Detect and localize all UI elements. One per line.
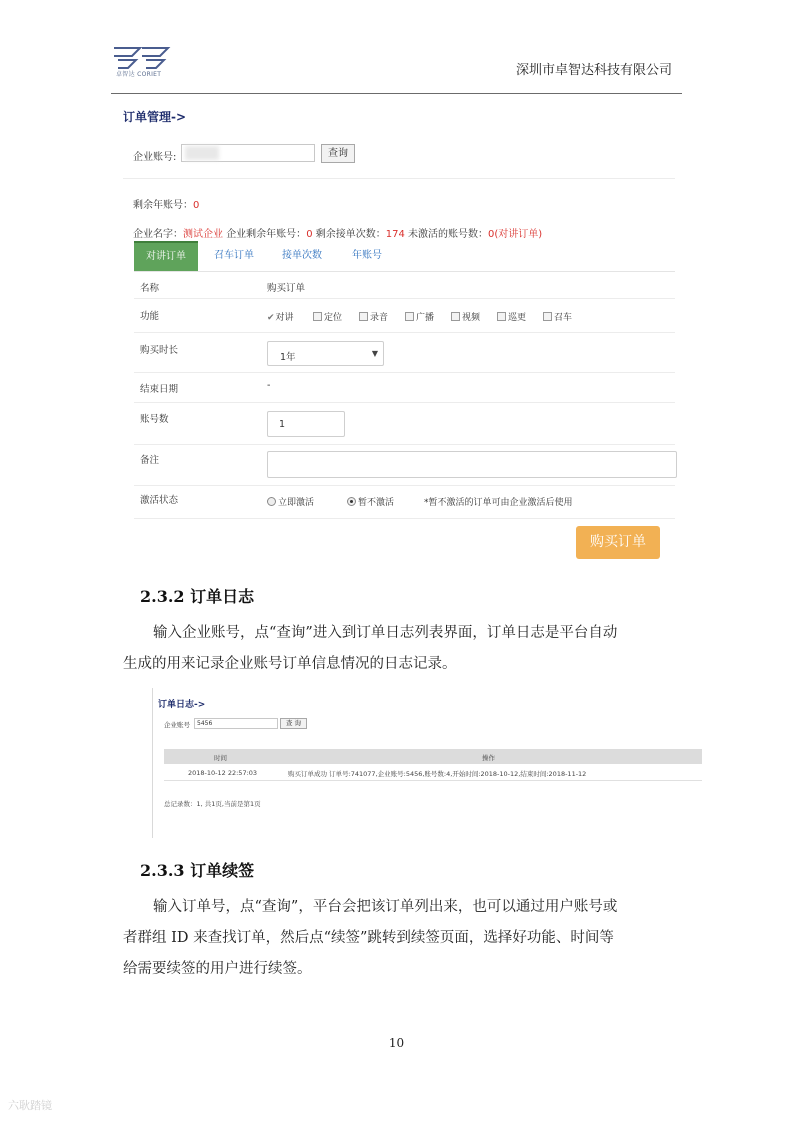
checkbox-patrol[interactable] [497, 310, 526, 323]
name-label: 名称 [140, 283, 160, 294]
radio-label: 暂不激活 [358, 498, 395, 508]
account-label: 企业账号 [164, 721, 190, 729]
company-name-value: 测试企业 [183, 229, 223, 240]
account-input[interactable] [194, 718, 278, 729]
column-header-action: 操作 [482, 754, 495, 762]
company-remain-label: 企业剩余年账号： [226, 229, 307, 240]
row-divider [134, 372, 675, 373]
buy-order-button[interactable]: 购买订单 [576, 526, 660, 559]
name-value: 购买订单 [267, 283, 306, 294]
account-value: 5456 [197, 720, 213, 727]
account-count-input[interactable] [267, 411, 345, 437]
checkbox-label: 巡更 [508, 313, 527, 323]
function-label: 功能 [140, 311, 160, 322]
company-name: 深圳市卓智达科技有限公司 [515, 63, 672, 78]
remark-label: 备注 [140, 455, 160, 466]
header-divider [111, 93, 682, 94]
checkbox-label: 广播 [416, 313, 435, 323]
checkbox-icon [543, 312, 552, 321]
duration-value: 1年 [280, 352, 296, 363]
orders-remain-value: 174 [385, 229, 405, 240]
order-log-screenshot [152, 688, 702, 838]
radio-label: 立即激活 [278, 498, 315, 508]
section-232-line-1: 输入企业账号，点“查询”进入到订单日志列表界面，订单日志是平台自动 [153, 625, 618, 641]
section-heading-232: 2.3.2 订单日志 [140, 587, 255, 606]
duration-label: 购买时长 [140, 345, 179, 356]
dropdown-arrow-icon: ▼ [371, 349, 378, 358]
order-tabs [134, 241, 675, 272]
account-count-value: 1 [279, 419, 286, 430]
orders-remain-label: 剩余接单次数： [315, 229, 386, 240]
activation-label: 激活状态 [140, 495, 179, 506]
radio-icon [267, 497, 276, 506]
remaining-value: 0 [193, 200, 200, 211]
row-divider [134, 518, 675, 519]
section-heading-233: 2.3.3 订单续签 [140, 861, 255, 880]
check-icon: ✔ [267, 313, 275, 323]
pagination-info: 总记录数：1, 共1页,当前是第1页 [164, 800, 261, 808]
checkbox-icon [359, 312, 368, 321]
divider [123, 178, 675, 179]
remaining-accounts [133, 196, 199, 211]
checkbox-label: 视频 [462, 313, 481, 323]
activation-note: *暂不激活的订单可由企业激活后使用 [424, 498, 573, 508]
row-divider [134, 485, 675, 486]
checkbox-label: 定位 [324, 313, 343, 323]
company-remain-value: 0 [306, 229, 313, 240]
query-button[interactable]: 查 询 [280, 718, 307, 729]
row-divider [134, 332, 675, 333]
row-divider [134, 402, 675, 403]
checkbox-icon [451, 312, 460, 321]
remaining-label: 剩余年账号： [133, 200, 193, 211]
checkbox-location[interactable] [313, 310, 342, 323]
order-log-title: 订单日志-> [158, 700, 206, 710]
checkbox-video[interactable] [451, 310, 480, 323]
checkbox-icon [497, 312, 506, 321]
checkbox-intercom[interactable] [267, 310, 294, 323]
inactive-label: 未激活的账号数： [408, 229, 489, 240]
logo-text: 卓智达 CORIET [116, 71, 162, 78]
company-info-line [133, 225, 542, 240]
radio-activate-now[interactable] [267, 495, 314, 508]
company-name-label: 企业名字： [133, 229, 183, 240]
checkbox-taxi[interactable] [543, 310, 572, 323]
blurred-account-value [185, 146, 219, 160]
radio-selected-icon [347, 497, 356, 506]
checkbox-label: 对讲 [275, 313, 294, 323]
section-233-line-2: 者群组 ID 来查找订单，然后点“续签”跳转到续签页面，选择好功能、时间等 [123, 930, 614, 946]
tab-annual-account[interactable]: 年账号 [352, 250, 382, 261]
remark-input[interactable] [267, 451, 677, 478]
end-date-label: 结束日期 [140, 384, 179, 395]
tab-order-count[interactable]: 接单次数 [282, 250, 322, 261]
screenshot-border [152, 688, 153, 838]
end-date-value: - [267, 380, 271, 391]
order-management-title: 订单管理-> [123, 110, 187, 124]
row-divider [134, 298, 675, 299]
checkbox-label: 录音 [370, 313, 389, 323]
query-button[interactable]: 查询 [321, 144, 355, 163]
section-232-line-2: 生成的用来记录企业账号订单信息情况的日志记录。 [123, 656, 457, 672]
watermark: 六耿踏镜 [8, 1099, 52, 1112]
page-number: 10 [388, 1036, 405, 1050]
tab-taxi-order[interactable]: 召车订单 [214, 250, 254, 261]
checkbox-broadcast[interactable] [405, 310, 434, 323]
radio-activate-later[interactable] [347, 495, 394, 508]
section-233-line-1: 输入订单号，点“查询”，平台会把该订单列出来，也可以通过用户账号或 [153, 899, 618, 915]
order-management-screenshot [123, 104, 675, 564]
checkbox-record[interactable] [359, 310, 388, 323]
account-label: 企业账号: [133, 152, 177, 163]
column-header-time: 时间 [214, 754, 227, 762]
table-header [164, 749, 702, 764]
checkbox-icon [313, 312, 322, 321]
duration-select[interactable] [267, 341, 384, 366]
row-action: 购买订单成功 订单号:741077,企业账号:5456,账号数:4,开始时间:2018-10-12,结束时间:2018-11-12 [288, 770, 587, 778]
table-row [164, 764, 702, 781]
count-label: 账号数 [140, 414, 169, 425]
section-233-line-3: 给需要续签的用户进行续签。 [123, 961, 312, 977]
tab-intercom-order[interactable]: 对讲订单 [134, 241, 198, 271]
checkbox-label: 召车 [554, 313, 573, 323]
row-time: 2018-10-12 22:57:03 [188, 769, 258, 777]
checkbox-icon [405, 312, 414, 321]
inactive-value: 0(对讲订单) [488, 229, 543, 240]
row-divider [134, 444, 675, 445]
